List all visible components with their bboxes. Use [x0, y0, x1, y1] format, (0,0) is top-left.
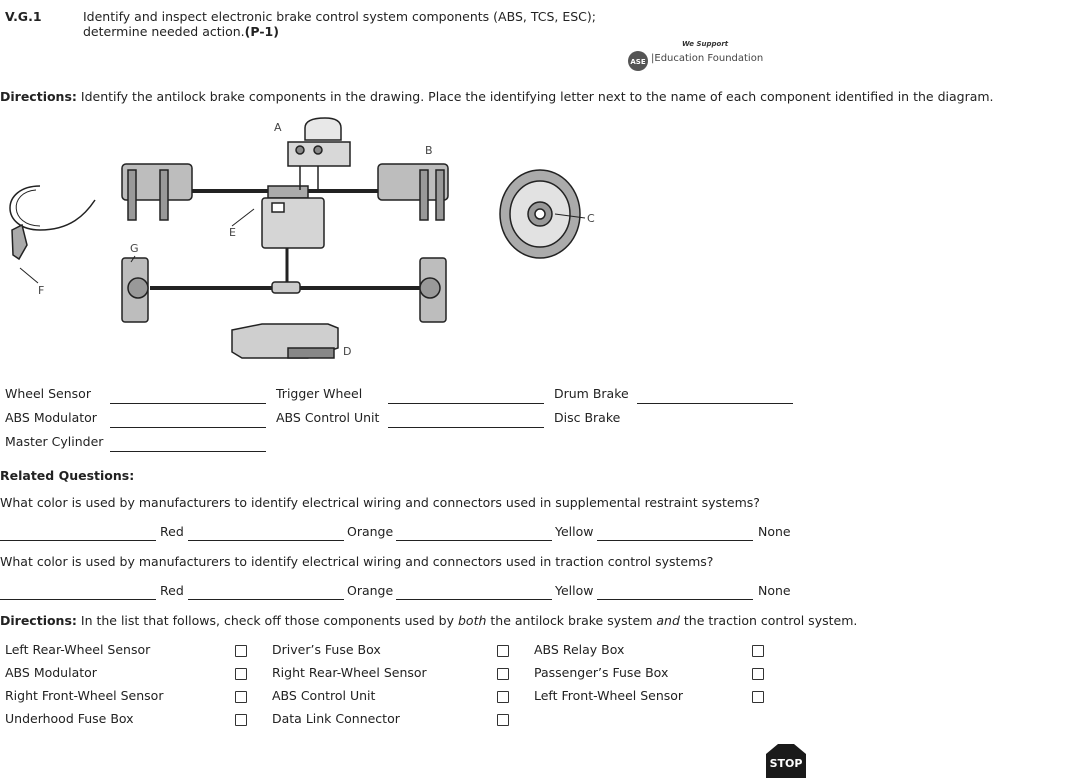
logo-org-text: Education Foundation [654, 53, 764, 64]
check-item-underhood-fuse-box: Underhood Fuse Box [5, 711, 134, 726]
q1-line-yellow[interactable] [396, 540, 552, 541]
component-wheel-sensor: Wheel Sensor [5, 386, 91, 401]
abs-control-unit [232, 324, 338, 358]
directions-2-text-c: the traction control system. [683, 613, 858, 628]
letter-a: A [274, 121, 282, 134]
front-left-brake [122, 164, 192, 220]
q1-option-yellow: Yellow [555, 524, 594, 539]
component-drum-brake: Drum Brake [554, 386, 629, 401]
directions-2-text-a: In the list that follows, check off those components used by [80, 613, 454, 628]
component-trigger-wheel: Trigger Wheel [276, 386, 363, 401]
answer-line-trigger-wheel[interactable] [388, 403, 544, 404]
component-disc-brake: Disc Brake [554, 410, 621, 425]
q1-option-none: None [758, 524, 791, 539]
question-2: What color is used by manufacturers to identify electrical wiring and connectors used in traction control systems? [0, 554, 714, 569]
directions-2-emph-and: and [656, 613, 680, 628]
q1-line-orange[interactable] [188, 540, 344, 541]
priority: (P-1) [244, 24, 279, 39]
task-title-line1: Identify and inspect electronic brake control system components (ABS, TCS, ESC); [83, 9, 596, 24]
front-right-brake [378, 164, 448, 220]
related-heading: Related Questions: [0, 468, 135, 483]
answer-line-master-cylinder[interactable] [110, 451, 266, 452]
question-1: What color is used by manufacturers to identify electrical wiring and connectors used in supplemental restraint systems? [0, 495, 760, 510]
logo-tagline: We Support [682, 40, 729, 48]
stop-sign-icon [766, 744, 806, 778]
letter-f: F [38, 284, 45, 297]
q2-line-none[interactable] [597, 599, 753, 600]
ase-badge-icon [627, 50, 649, 72]
checkbox-abs-relay-box[interactable] [752, 645, 764, 657]
checkbox-right-front-wheel-sensor[interactable] [235, 691, 247, 703]
answer-line-abs-modulator[interactable] [110, 427, 266, 428]
check-item-abs-relay-box: ABS Relay Box [534, 642, 625, 657]
checkbox-data-link-connector[interactable] [497, 714, 509, 726]
stop-sign-text: STOP [769, 757, 803, 770]
drum-brake-assembly [500, 170, 585, 258]
letter-e: E [229, 226, 236, 239]
task-title-line2 [83, 24, 279, 39]
directions-2 [0, 613, 857, 628]
directions-text: Identify the antilock brake components in the drawing. Place the identifying letter next to the name of each component identified in the diagram. [80, 89, 994, 104]
q1-option-orange: Orange [347, 524, 394, 539]
checkbox-left-rear-wheel-sensor[interactable] [235, 645, 247, 657]
check-item-right-rear-wheel-sensor: Right Rear-Wheel Sensor [272, 665, 427, 680]
letter-g: G [130, 242, 139, 255]
answer-line-drum-brake[interactable] [637, 403, 793, 404]
checkbox-underhood-fuse-box[interactable] [235, 714, 247, 726]
abs-diagram [0, 112, 620, 364]
component-abs-modulator: ABS Modulator [5, 410, 97, 425]
component-master-cylinder: Master Cylinder [5, 434, 104, 449]
q1-line-none[interactable] [597, 540, 753, 541]
q2-line-orange[interactable] [188, 599, 344, 600]
q2-line-yellow[interactable] [396, 599, 552, 600]
rear-right-brake [420, 258, 446, 322]
check-item-right-front-wheel-sensor: Right Front-Wheel Sensor [5, 688, 164, 703]
check-item-left-rear-wheel-sensor: Left Rear-Wheel Sensor [5, 642, 151, 657]
task-code: V.G.1 [5, 9, 42, 24]
task-title-line2-text: determine needed action. [83, 24, 245, 39]
checkbox-right-rear-wheel-sensor[interactable] [497, 668, 509, 680]
rear-left-brake [122, 258, 148, 322]
directions-2-text-b: the antilock brake system [490, 613, 653, 628]
q2-option-orange: Orange [347, 583, 394, 598]
directions-2-label: Directions: [0, 613, 77, 628]
wheel-sensor [10, 186, 95, 283]
q2-option-red: Red [160, 583, 184, 598]
directions-2-emph-both: both [457, 613, 487, 628]
q2-line-red[interactable] [0, 599, 156, 600]
q2-option-none: None [758, 583, 791, 598]
q1-option-red: Red [160, 524, 184, 539]
checkbox-passengers-fuse-box[interactable] [752, 668, 764, 680]
master-cylinder [288, 118, 350, 166]
letter-c: C [587, 212, 595, 225]
letter-b: B [425, 144, 433, 157]
letter-d: D [343, 345, 352, 358]
logo-badge-text: ASE [630, 58, 646, 66]
logo-org: |Education Foundation [651, 53, 764, 64]
q1-line-red[interactable] [0, 540, 156, 541]
directions-label: Directions: [0, 89, 77, 104]
ase-logo [627, 40, 764, 72]
answer-line-wheel-sensor[interactable] [110, 403, 266, 404]
abs-modulator [262, 166, 324, 248]
checkbox-abs-modulator[interactable] [235, 668, 247, 680]
q2-option-yellow: Yellow [555, 583, 594, 598]
component-abs-control-unit: ABS Control Unit [276, 410, 380, 425]
checkbox-drivers-fuse-box[interactable] [497, 645, 509, 657]
check-item-drivers-fuse-box: Driver’s Fuse Box [272, 642, 381, 657]
checkbox-left-front-wheel-sensor[interactable] [752, 691, 764, 703]
directions-1 [0, 89, 994, 104]
check-item-data-link-connector: Data Link Connector [272, 711, 400, 726]
check-item-left-front-wheel-sensor: Left Front-Wheel Sensor [534, 688, 684, 703]
answer-line-abs-control-unit[interactable] [388, 427, 544, 428]
check-item-abs-modulator: ABS Modulator [5, 665, 97, 680]
checkbox-abs-control-unit[interactable] [497, 691, 509, 703]
check-item-passengers-fuse-box: Passenger’s Fuse Box [534, 665, 669, 680]
check-item-abs-control-unit: ABS Control Unit [272, 688, 376, 703]
